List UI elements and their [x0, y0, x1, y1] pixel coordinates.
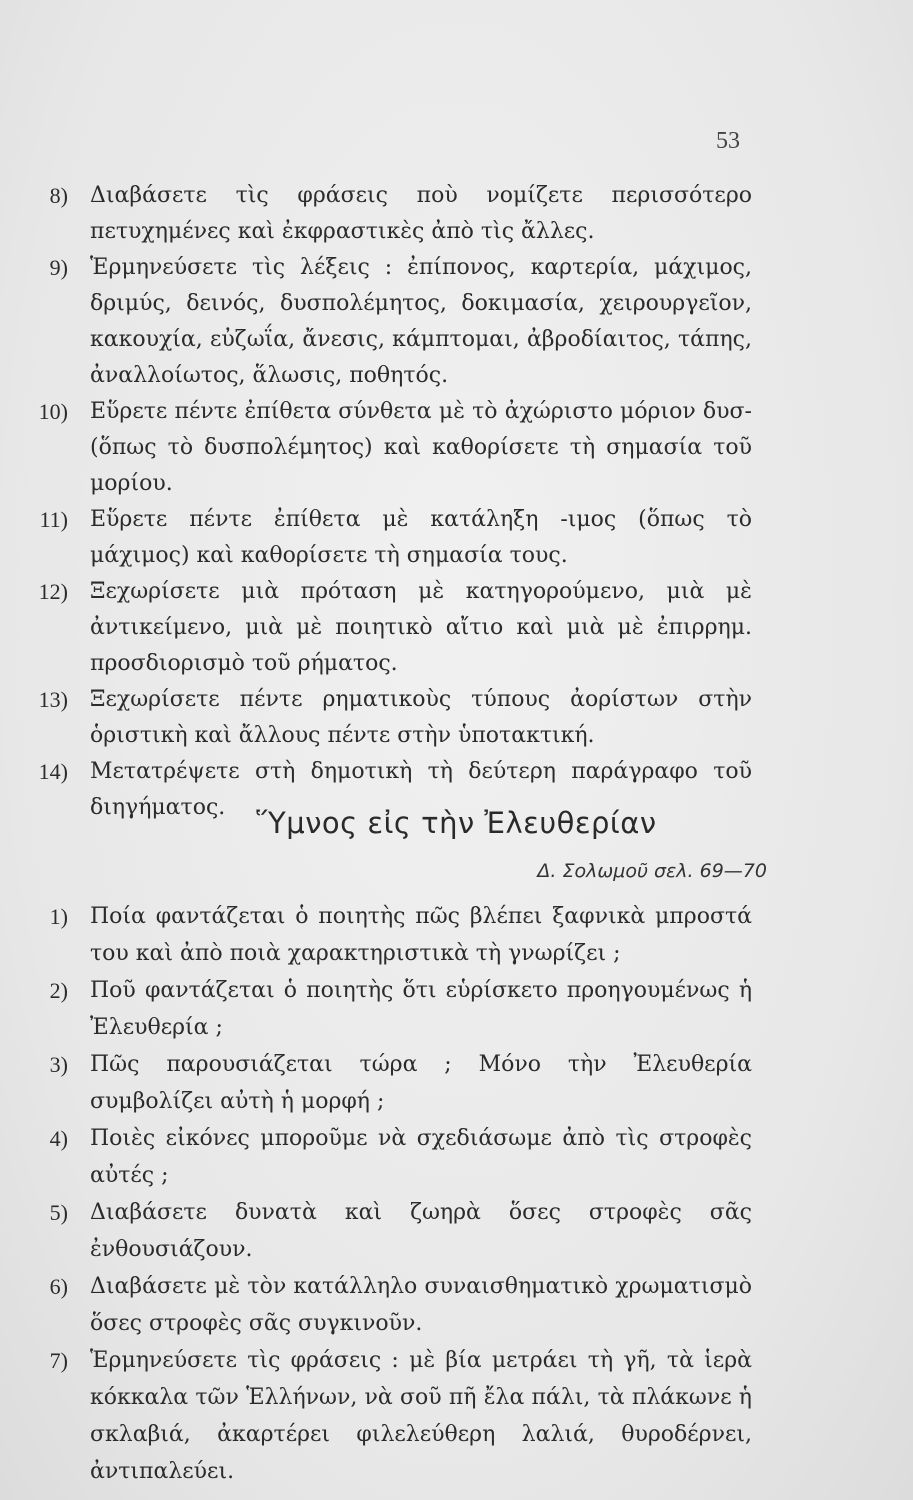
question-text: Διαβάσετε δυνατὰ καὶ ζωηρὰ ὅσες στροφὲς σᾶς ἐνθουσιάζουν. [90, 1200, 752, 1262]
question-text: Διαβάσετε μὲ τὸν κατάλληλο συναισθηματικὸ χρωματισμὸ ὅσες στροφὲς σᾶς συγκινοῦν. [90, 1274, 752, 1336]
question-number: 6) [49, 1274, 68, 1299]
exercise-list-top [0, 178, 913, 826]
section-title: Ὕμνος εἰς τὴν Ἐλευθερίαν [256, 806, 657, 840]
question-item [0, 1194, 913, 1268]
question-item [0, 502, 913, 574]
question-item [0, 394, 913, 502]
question-item [0, 1046, 913, 1120]
question-number: 9) [49, 255, 68, 280]
question-number: 13) [38, 687, 68, 712]
question-text: Ἑρμηνεύσετε τὶς λέξεις : ἐπίπονος, καρτερία, μάχιμος, δριμύς, δεινός, δυσπολέμητος, δοκιμασία, χειρουργεῖον, κακουχία, εὐζωΐα, ἄνεσις, κάμπτομαι, ἀβροδίαιτος, τάπης, ἀναλλοίωτος, ἅλωσις, ποθητός. [90, 255, 752, 388]
question-text: Ποία φαντάζεται ὁ ποιητὴς πῶς βλέπει ξαφνικὰ μπροστά του καὶ ἀπὸ ποιὰ χαρακτηριστικὰ τὴ γνωρίζει ; [90, 904, 752, 966]
question-text: Εὕρετε πέντε ἐπίθετα μὲ κατάληξη -ιμος (ὅπως τὸ μάχιμος) καὶ καθορίσετε τὴ σημασία τους. [90, 507, 752, 568]
section-byline: Δ. Σολωμοῦ σελ. 69—70 [537, 860, 767, 882]
question-item [0, 682, 913, 754]
question-number: 7) [49, 1348, 68, 1373]
question-item [0, 1268, 913, 1342]
question-number: 12) [38, 579, 68, 604]
question-item [0, 972, 913, 1046]
page-number: 53 [716, 128, 740, 154]
question-number: 5) [49, 1200, 68, 1225]
question-item [0, 178, 913, 250]
exercise-list-bottom [0, 898, 913, 1490]
question-number: 2) [49, 978, 68, 1003]
question-text: Ξεχωρίσετε μιὰ πρόταση μὲ κατηγορούμενο, μιὰ μὲ ἀντικείμενο, μιὰ μὲ ποιητικὸ αἴτιο καὶ μιὰ μὲ ἐπιρρημ. προσδιορισμὸ τοῦ ρήματος. [90, 579, 752, 676]
question-text: Ξεχωρίσετε πέντε ρηματικοὺς τύπους ἀορίστων στὴν ὁριστικὴ καὶ ἄλλους πέντε στὴν ὑποτακτική. [90, 687, 752, 748]
question-number: 1) [49, 904, 68, 929]
question-text: Πῶς παρουσιάζεται τώρα ; Μόνο τὴν Ἐλευθερία συμβολίζει αὐτὴ ἡ μορφή ; [90, 1052, 752, 1114]
question-number: 3) [49, 1052, 68, 1077]
question-text: Ποιὲς εἰκόνες μποροῦμε νὰ σχεδιάσωμε ἀπὸ τὶς στροφὲς αὐτές ; [90, 1126, 752, 1188]
question-text: Εὕρετε πέντε ἐπίθετα σύνθετα μὲ τὸ ἀχώριστο μόριον δυσ- (ὅπως τὸ δυσπολέμητος) καὶ καθορίσετε τὴ σημασία τοῦ μορίου. [90, 399, 752, 496]
question-number: 14) [38, 759, 68, 784]
question-item [0, 898, 913, 972]
question-item [0, 250, 913, 394]
question-number: 4) [49, 1126, 68, 1151]
question-text: Ἑρμηνεύσετε τὶς φράσεις : μὲ βία μετράει τὴ γῆ, τὰ ἱερὰ κόκκαλα τῶν Ἑλλήνων, νὰ σοῦ πῆ ἔλα πάλι, τὰ πλάκωνε ἡ σκλαβιά, ἀκαρτέρει φιλελεύθερη λαλιά, θυροδέρνει, ἀντιπαλεύει. [90, 1348, 752, 1484]
question-number: 10) [38, 399, 68, 424]
question-number: 11) [39, 507, 68, 532]
question-item [0, 574, 913, 682]
question-item [0, 1342, 913, 1490]
question-text: Ποῦ φαντάζεται ὁ ποιητὴς ὅτι εὑρίσκετο προηγουμένως ἡ Ἐλευθερία ; [90, 978, 752, 1040]
question-text: Διαβάσετε τὶς φράσεις ποὺ νομίζετε περισσότερο πετυχημένες καὶ ἐκφραστικὲς ἀπὸ τὶς ἄλλες. [90, 183, 752, 244]
question-item [0, 1120, 913, 1194]
question-number: 8) [49, 183, 68, 208]
question-text: Μετατρέψετε στὴ δημοτικὴ τὴ δεύτερη παράγραφο τοῦ διηγήματος. [90, 759, 752, 820]
